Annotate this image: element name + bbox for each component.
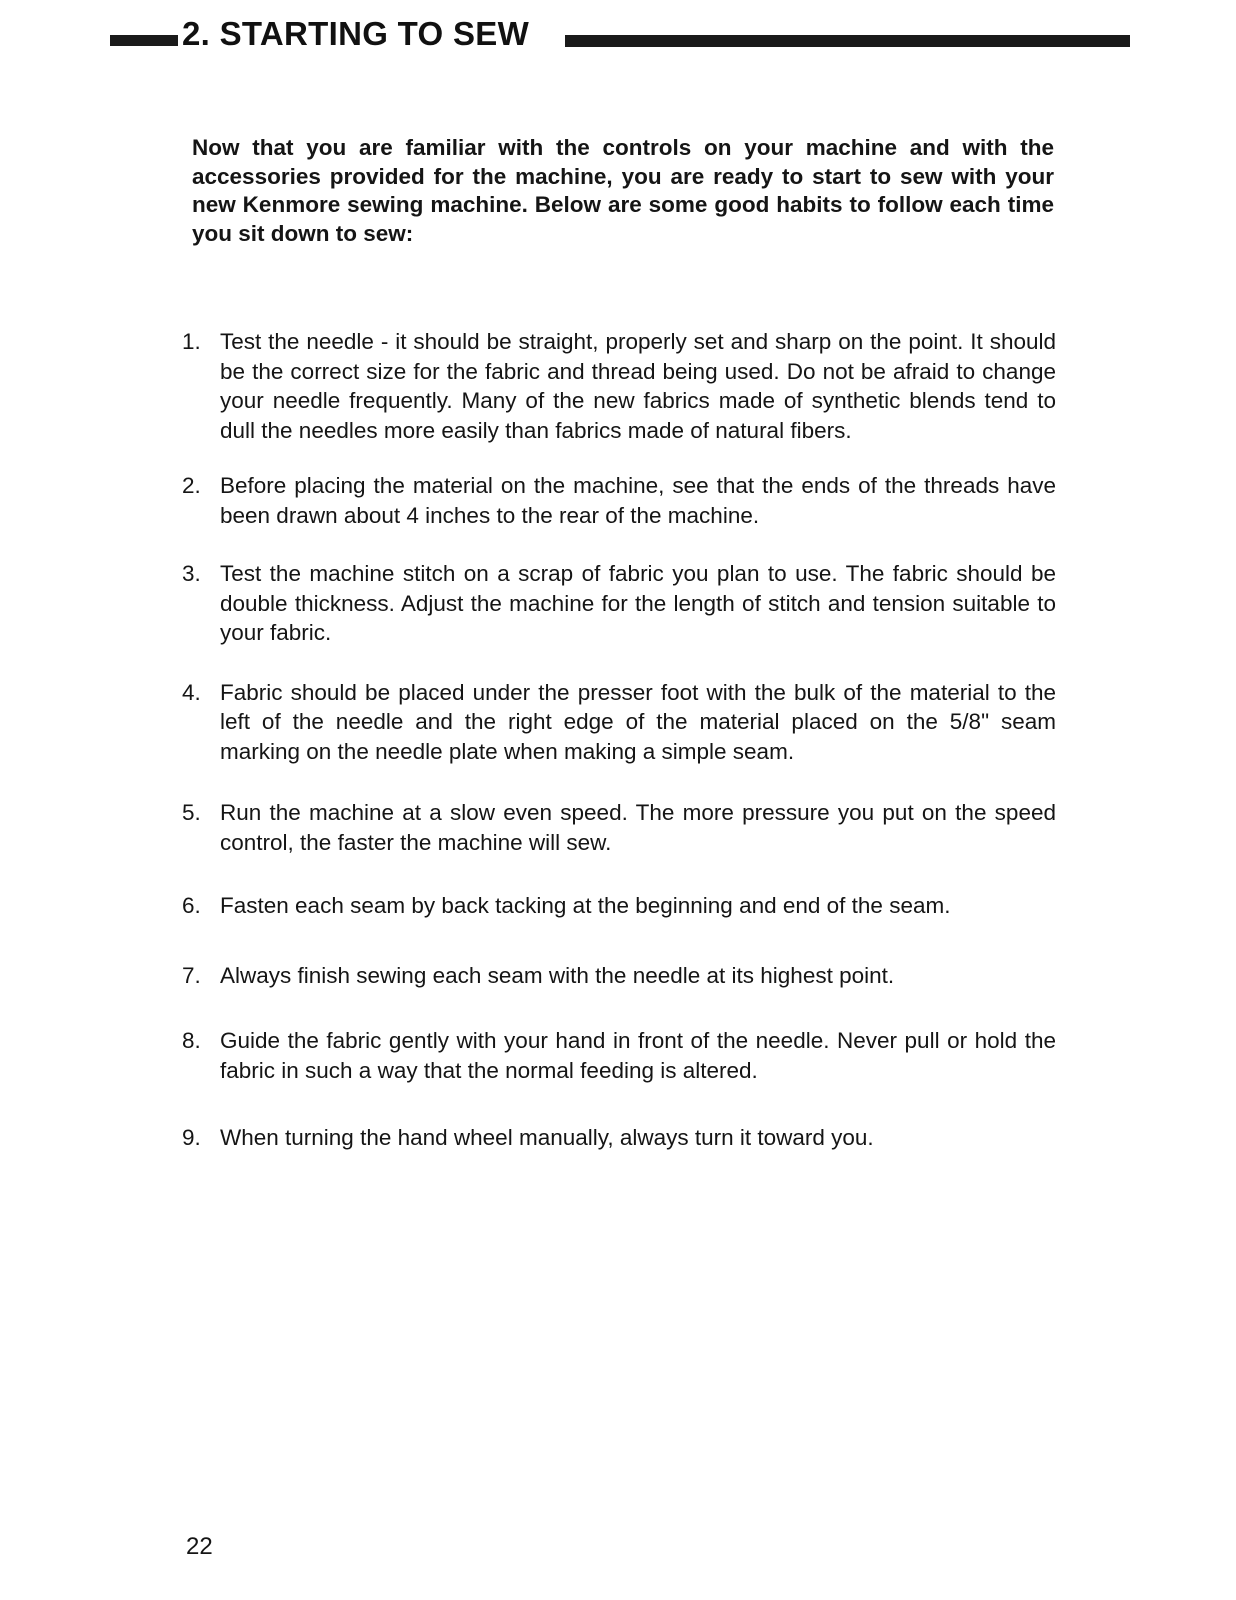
habit-number: 7. xyxy=(182,962,201,988)
habits-list xyxy=(176,327,1056,1153)
habit-item xyxy=(176,678,1056,767)
header-rule-right xyxy=(565,35,1130,47)
habit-text: Fasten each seam by back tacking at the beginning and end of the seam. xyxy=(220,893,951,918)
habit-item xyxy=(176,327,1056,445)
habit-item xyxy=(176,961,1056,991)
habit-text: When turning the hand wheel manually, always turn it toward you. xyxy=(220,1125,874,1150)
habit-text: Fabric should be placed under the presser foot with the bulk of the material to the left of the needle and the right edge of the material placed on the 5/8" seam marking on the needle plate when making a simple seam. xyxy=(220,679,1056,764)
habit-number: 9. xyxy=(182,1125,201,1150)
section-header xyxy=(110,12,1130,58)
header-rule-left xyxy=(110,35,178,46)
habit-text: Test the needle - it should be straight, properly set and sharp on the point. It should be the correct size for the fabric and thread being used. Do not be afraid to change your needle frequently. Many of the new fabrics made of synthetic blends tend to dull the needles more easily than fabrics made of natural fibers. xyxy=(220,329,1056,443)
habit-number: 6. xyxy=(182,893,201,918)
habit-item xyxy=(176,1026,1056,1085)
habit-number: 1. xyxy=(182,329,201,354)
habit-item xyxy=(176,1123,1056,1153)
intro-paragraph: Now that you are familiar with the controls on your machine and with the accessories provided for the machine, you are ready to start to sew with your new Kenmore sewing machine. Below are some good habits to follow each time you sit down to sew: xyxy=(192,135,1054,246)
habit-number: 4. xyxy=(182,679,201,705)
habit-number: 2. xyxy=(182,473,201,498)
page-number: 22 xyxy=(186,1533,213,1560)
habit-number: 8. xyxy=(182,1028,201,1053)
habit-item xyxy=(176,891,1056,921)
section-title: 2. STARTING TO SEW xyxy=(182,15,530,52)
habit-text: Run the machine at a slow even speed. The more pressure you put on the speed control, the faster the machine will sew. xyxy=(220,800,1056,855)
habit-text: Test the machine stitch on a scrap of fabric you plan to use. The fabric should be double thickness. Adjust the machine for the length of stitch and tension suitable to your fabric. xyxy=(220,561,1056,645)
habit-text: Always finish sewing each seam with the needle at its highest point. xyxy=(220,962,895,988)
habit-item xyxy=(176,798,1056,857)
habit-text: Before placing the material on the machine, see that the ends of the threads have been drawn about 4 inches to the rear of the machine. xyxy=(220,473,1056,528)
habit-number: 3. xyxy=(182,561,201,586)
habit-item xyxy=(176,559,1056,648)
habit-number: 5. xyxy=(182,800,201,825)
habit-text: Guide the fabric gently with your hand in front of the needle. Never pull or hold the fabric in such a way that the normal feeding is altered. xyxy=(220,1028,1056,1083)
habit-item xyxy=(176,471,1056,530)
